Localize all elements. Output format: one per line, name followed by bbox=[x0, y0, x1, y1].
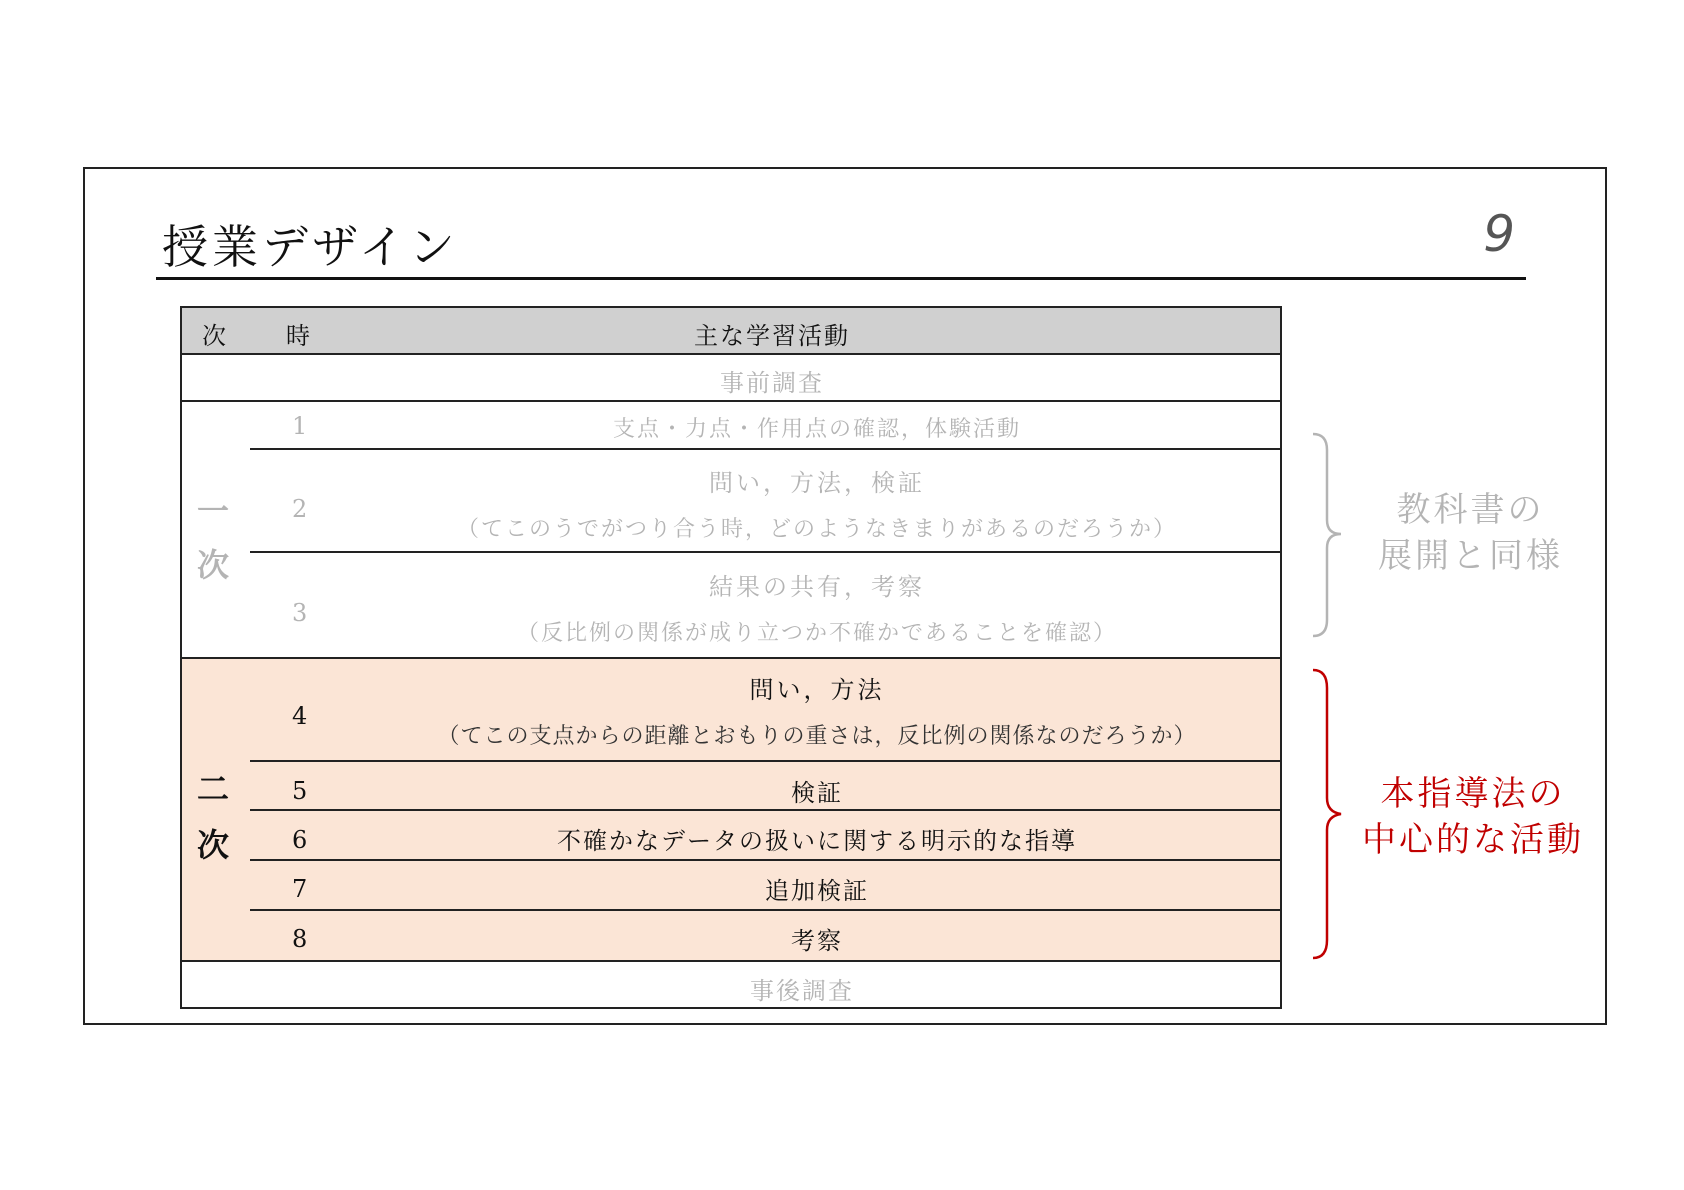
row4-divider bbox=[250, 760, 1280, 762]
phase2-label-top: 二 bbox=[197, 770, 230, 808]
activity-7: 追加検証 bbox=[765, 877, 869, 905]
period-1: 1 bbox=[292, 412, 308, 440]
method-bracket bbox=[1309, 666, 1349, 962]
slide bbox=[83, 167, 1607, 1025]
title-underline bbox=[156, 277, 1526, 280]
textbook-bracket bbox=[1309, 430, 1349, 640]
period-4: 4 bbox=[292, 702, 308, 730]
activity-3-line1: 結果の共有，考察 bbox=[709, 573, 925, 601]
textbook-note-line2: 展開と同様 bbox=[1378, 536, 1563, 576]
lesson-design-table bbox=[180, 306, 1282, 1009]
period-7: 7 bbox=[292, 875, 308, 903]
period-3: 3 bbox=[292, 599, 308, 627]
slide-title: 授業デザイン bbox=[162, 220, 459, 274]
activity-5: 検証 bbox=[791, 779, 843, 807]
phase1-label-top: 一 bbox=[197, 492, 230, 530]
row5-divider bbox=[250, 809, 1280, 811]
page-number: 9 bbox=[1483, 205, 1515, 263]
period-8: 8 bbox=[292, 925, 308, 953]
header-phase: 次 bbox=[202, 322, 226, 350]
period-2: 2 bbox=[292, 495, 308, 523]
activity-8: 考察 bbox=[791, 927, 843, 955]
method-note-line1: 本指導法の bbox=[1380, 774, 1566, 814]
period-5: 5 bbox=[292, 777, 308, 805]
period-6: 6 bbox=[292, 826, 308, 854]
activity-4-line2: （てこの支点からの距離とおもりの重さは，反比例の関係なのだろうか） bbox=[437, 724, 1197, 749]
row2-divider bbox=[250, 551, 1280, 553]
phase1-label-bottom: 次 bbox=[197, 546, 230, 584]
header-activity: 主な学習活動 bbox=[694, 322, 850, 350]
phase2-bottom-divider bbox=[182, 960, 1280, 962]
row6-divider bbox=[250, 859, 1280, 861]
activity-4-line1: 問い，方法 bbox=[749, 676, 885, 704]
activity-2-line2: （てこのうでがつり合う時，どのようなきまりがあるのだろうか） bbox=[456, 517, 1178, 542]
row7-divider bbox=[250, 909, 1280, 911]
pre-survey: 事前調査 bbox=[720, 369, 824, 397]
method-note bbox=[1362, 771, 1584, 863]
pre-survey-divider bbox=[182, 400, 1280, 402]
phase2-label-bottom: 次 bbox=[197, 826, 230, 864]
textbook-note-line1: 教科書の bbox=[1396, 490, 1545, 530]
header-period: 時 bbox=[286, 322, 310, 350]
post-survey: 事後調査 bbox=[750, 977, 854, 1005]
phase-divider bbox=[182, 657, 1280, 659]
textbook-note bbox=[1378, 487, 1563, 579]
activity-1: 支点・力点・作用点の確認，体験活動 bbox=[612, 417, 1022, 442]
activity-6: 不確かなデータの扱いに関する明示的な指導 bbox=[557, 827, 1077, 855]
activity-2-line1: 問い，方法，検証 bbox=[709, 469, 925, 497]
row1-divider bbox=[250, 448, 1280, 450]
activity-3-line2: （反比例の関係が成り立つか不確かであることを確認） bbox=[516, 621, 1118, 646]
header-divider bbox=[182, 353, 1280, 355]
method-note-line2: 中心的な活動 bbox=[1362, 820, 1584, 860]
